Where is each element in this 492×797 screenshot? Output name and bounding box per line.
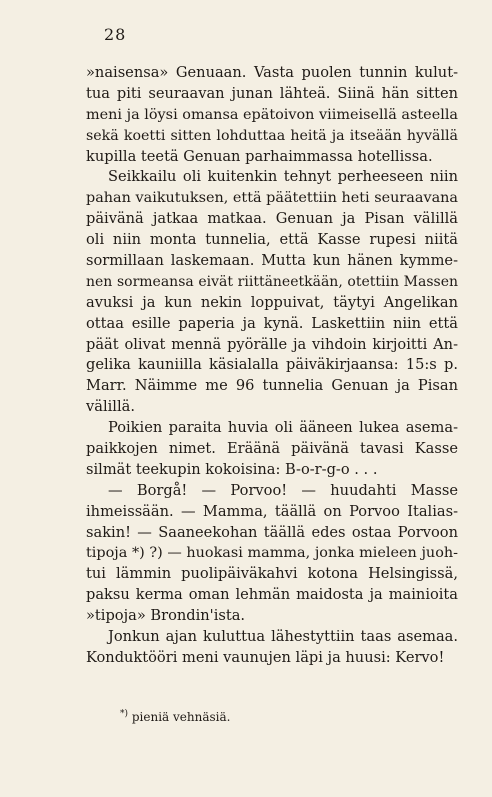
text-line: välillä.	[86, 398, 135, 416]
text-line: tua piti seuraavan junan lähteä. Siinä hän sitten	[86, 84, 458, 102]
footnote-text: pieniä vehnäsiä.	[131, 710, 231, 724]
text-line: nen sormeansa eivät riittäneetkään, otettiin Massen	[86, 273, 458, 290]
text-line: ottaa esille paperia ja kynä. Laskettiin niin että	[86, 314, 458, 332]
text-line: päivänä jatkaa matkaa. Genuan ja Pisan välillä	[86, 210, 458, 228]
text-line: avuksi ja kun nekin loppuivat, täytyi Angelikan	[86, 293, 458, 311]
text-line: — Borgå! — Porvoo! — huudahti Masse	[108, 481, 458, 499]
text-line: Marr. Näimme me 96 tunnelia Genuan ja Pisan	[86, 377, 458, 395]
text-line: kupilla teetä Genuan parhaimmassa hotellissa.	[86, 147, 433, 165]
text-line: oli niin monta tunnelia, että Kasse rupesi niitä	[86, 231, 458, 249]
footnote	[120, 709, 230, 724]
text-line: sekä koetti sitten lohduttaa heitä ja itseään hyvällä	[86, 127, 458, 144]
text-line: ihmeissään. — Mamma, täällä on Porvoo Italias-	[86, 502, 458, 520]
body-text	[86, 63, 458, 669]
text-line: paksu kerma oman lehmän maidosta ja mainioita	[86, 586, 458, 604]
text-line: Konduktööri meni vaunujen läpi ja huusi: Kervo!	[86, 648, 445, 666]
text-line: sormillaan laskemaan. Mutta kun hänen kymme-	[86, 252, 458, 270]
text-line: Seikkailu oli kuitenkin tehnyt perheeseen niin	[108, 168, 458, 186]
text-line: tui lämmin puolipäiväkahvi kotona Helsingissä,	[86, 565, 458, 583]
text-line: paikkojen nimet. Eräänä päivänä tavasi Kasse	[86, 440, 458, 458]
footnote-mark: *)	[120, 709, 129, 719]
text-line: »naisensa» Genuaan. Vasta puolen tunnin kulut-	[86, 64, 458, 81]
text-line: Jonkun ajan kuluttua lähestyttiin taas asemaa.	[108, 628, 458, 646]
text-line: pahan vaikutuksen, että päätettiin heti seuraavana	[86, 190, 458, 207]
text-line: meni ja löysi omansa epätoivon viimeisellä asteella	[86, 106, 458, 123]
text-line: tipoja *) ?) — huokasi mamma, jonka mieleen juoh-	[86, 545, 458, 562]
text-line: päät olivat mennä pyörälle ja vihdoin kirjoitti An-	[86, 335, 458, 353]
text-line: sakin! — Saaneekohan täällä edes ostaa Porvoon	[86, 523, 458, 541]
text-line: Poikien paraita huvia oli ääneen lukea asema-	[108, 419, 458, 437]
text-line: gelika kauniilla käsialalla päiväkirjaansa: 15:s p.	[86, 356, 458, 374]
text-line: »tipoja» Brondin'ista.	[86, 607, 246, 625]
text-line: silmät teekupin kokoisina: B-o-r-g-o . . .	[86, 460, 378, 478]
page-number: 28	[104, 25, 127, 44]
